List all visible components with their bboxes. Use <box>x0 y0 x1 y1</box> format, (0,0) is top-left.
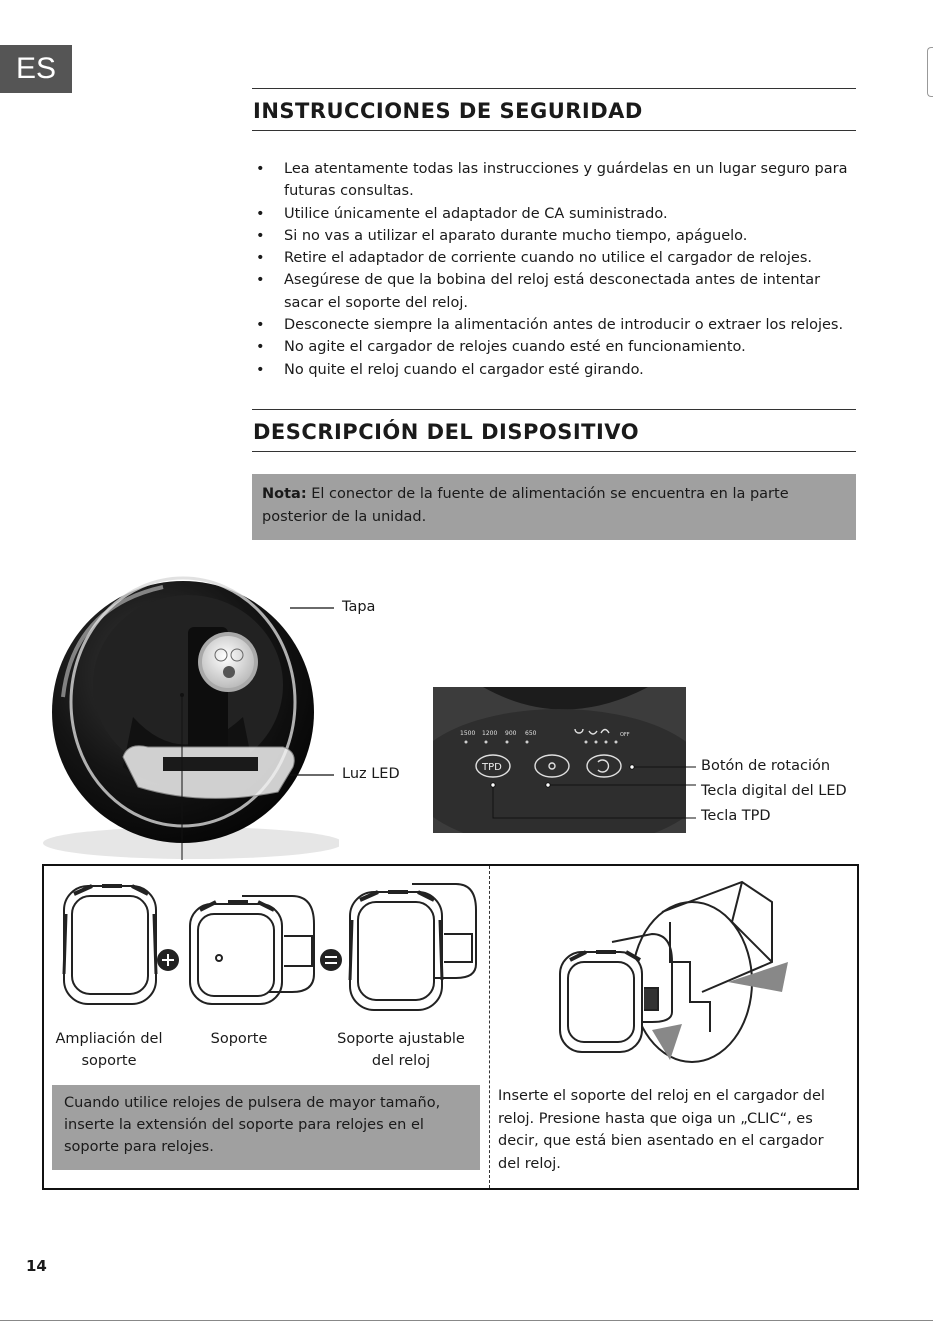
page-number: 14 <box>26 1257 47 1275</box>
list-item: • Lea atentamente todas las instrucciones y guárdelas en un lugar seguro para futuras consultas. <box>252 158 856 203</box>
speed-label: 650 <box>525 730 537 737</box>
list-item: • Desconecte siempre la alimentación antes de introducir o extraer los relojes. <box>252 314 856 336</box>
assembly-divider <box>489 866 490 1188</box>
extension-note: Cuando utilice relojes de pulsera de mayor tamaño, inserte la extensión del soporte para relojes en el soporte para relojes. <box>52 1085 480 1170</box>
list-item: • Si no vas a utilizar el aparato durante mucho tiempo, apáguelo. <box>252 225 856 247</box>
safety-section-header <box>252 88 856 131</box>
language-tab <box>0 45 72 93</box>
caption-support: Soporte <box>210 1031 268 1047</box>
label-tpd-key: Tecla TPD <box>701 808 771 824</box>
list-item: • No agite el cargador de relojes cuando esté en funcionamiento. <box>252 336 856 358</box>
language-code: ES <box>15 52 57 85</box>
caption-adjustable-holder: Soporte ajustable del reloj <box>337 1031 465 1069</box>
page-edge-tab <box>927 47 933 97</box>
label-led-key: Tecla digital del LED <box>701 783 847 799</box>
speed-label: 900 <box>505 730 517 737</box>
label-lid: Tapa <box>342 599 376 615</box>
device-title: DESCRIPCIÓN DEL DISPOSITIVO <box>253 420 640 444</box>
device-section-header <box>252 409 856 452</box>
list-item: • No quite el reloj cuando el cargador esté girando. <box>252 359 856 381</box>
note-box <box>252 474 856 540</box>
caption-holder-extension: Ampliación del soporte <box>55 1031 163 1069</box>
note-label: Nota: <box>262 486 307 502</box>
note-text: El conector de la fuente de alimentación se encuentra en la parte posterior de la unidad. <box>262 486 789 525</box>
holder-assembly-illustration <box>52 874 482 1024</box>
bottom-rule <box>0 1320 933 1321</box>
list-item: • Utilice únicamente el adaptador de CA suministrado. <box>252 203 856 225</box>
speed-label: 1500 <box>460 730 476 737</box>
label-rotation-button: Botón de rotación <box>701 758 831 774</box>
safety-list <box>252 158 856 381</box>
insert-instructions: Inserte el soporte del reloj en el cargador del reloj. Presione hasta que oiga un „CLIC“, es decir, que está bien asentado en el cargador del reloj. <box>498 1088 825 1172</box>
speed-label: 1200 <box>482 730 498 737</box>
tpd-button-label: TPD <box>482 762 502 773</box>
photo-callout-lines <box>280 600 340 800</box>
panel-callout-lines <box>480 757 700 827</box>
label-led-light: Luz LED <box>342 766 400 782</box>
safety-title: INSTRUCCIONES DE SEGURIDAD <box>253 99 643 123</box>
list-item: • Asegúrese de que la bobina del reloj está desconectada antes de intentar sacar el soporte del reloj. <box>252 269 856 314</box>
off-label: OFF <box>620 732 630 738</box>
insert-holder-illustration <box>552 872 792 1072</box>
list-item: • Retire el adaptador de corriente cuando no utilice el cargador de relojes. <box>252 247 856 269</box>
